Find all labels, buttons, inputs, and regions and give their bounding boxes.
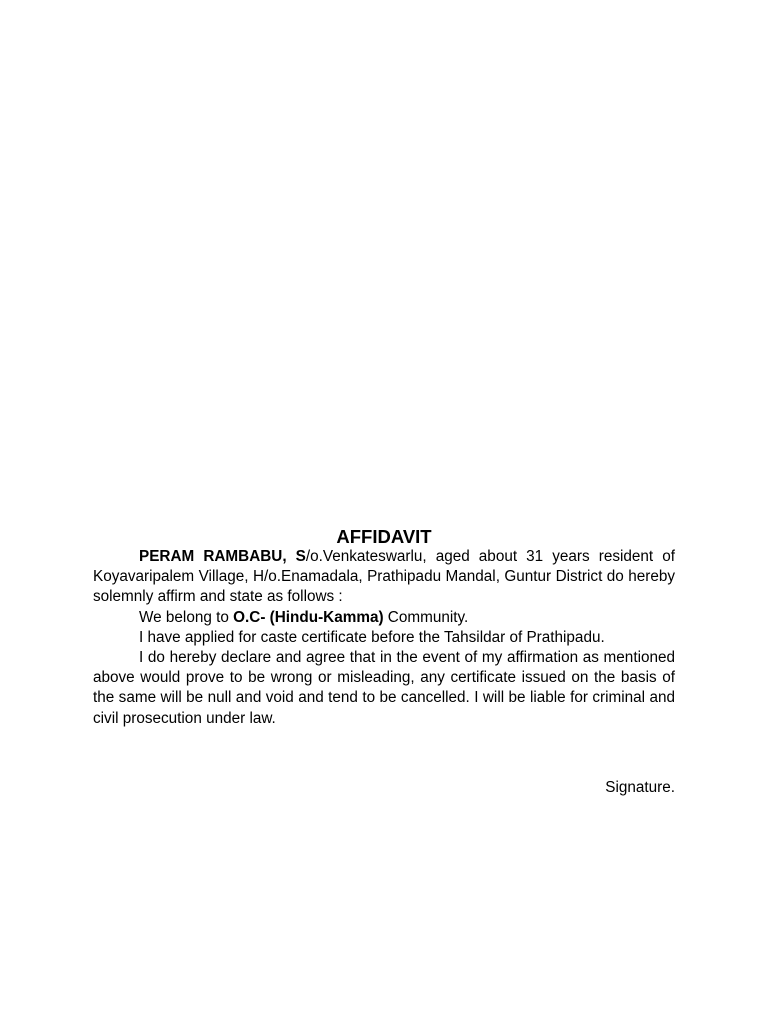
- community-prefix: We belong to: [139, 608, 234, 626]
- paragraph-declaration: I do hereby declare and agree that in the event of my affirmation as mentioned above would prove to be wrong or misleading, any certificate issued on the basis of the same will be null and void and tend to be cancelled. I will be liable for criminal and civil prosecution under law.: [93, 649, 675, 727]
- community-name: O.C- (Hindu-Kamma): [233, 608, 384, 626]
- paragraph-community: [93, 608, 675, 628]
- deponent-name: PERAM RAMBABU, S: [139, 548, 306, 565]
- affidavit-body: [93, 527, 675, 729]
- signature-label: Signature.: [605, 779, 675, 796]
- community-suffix: Community.: [383, 608, 469, 626]
- affidavit-title: AFFIDAVIT: [336, 526, 432, 547]
- deponent-details: /o.Venkateswarlu, aged about 31 years resident of Koyavaripalem Village, H/o.Enamadala, Prathipadu Mandal, Guntur District do hereby solemnly affirm and state as follows :: [93, 548, 675, 606]
- paragraph-application: I have applied for caste certificate before the Tahsildar of Prathipadu.: [139, 628, 605, 646]
- paragraph-deponent: [93, 547, 675, 608]
